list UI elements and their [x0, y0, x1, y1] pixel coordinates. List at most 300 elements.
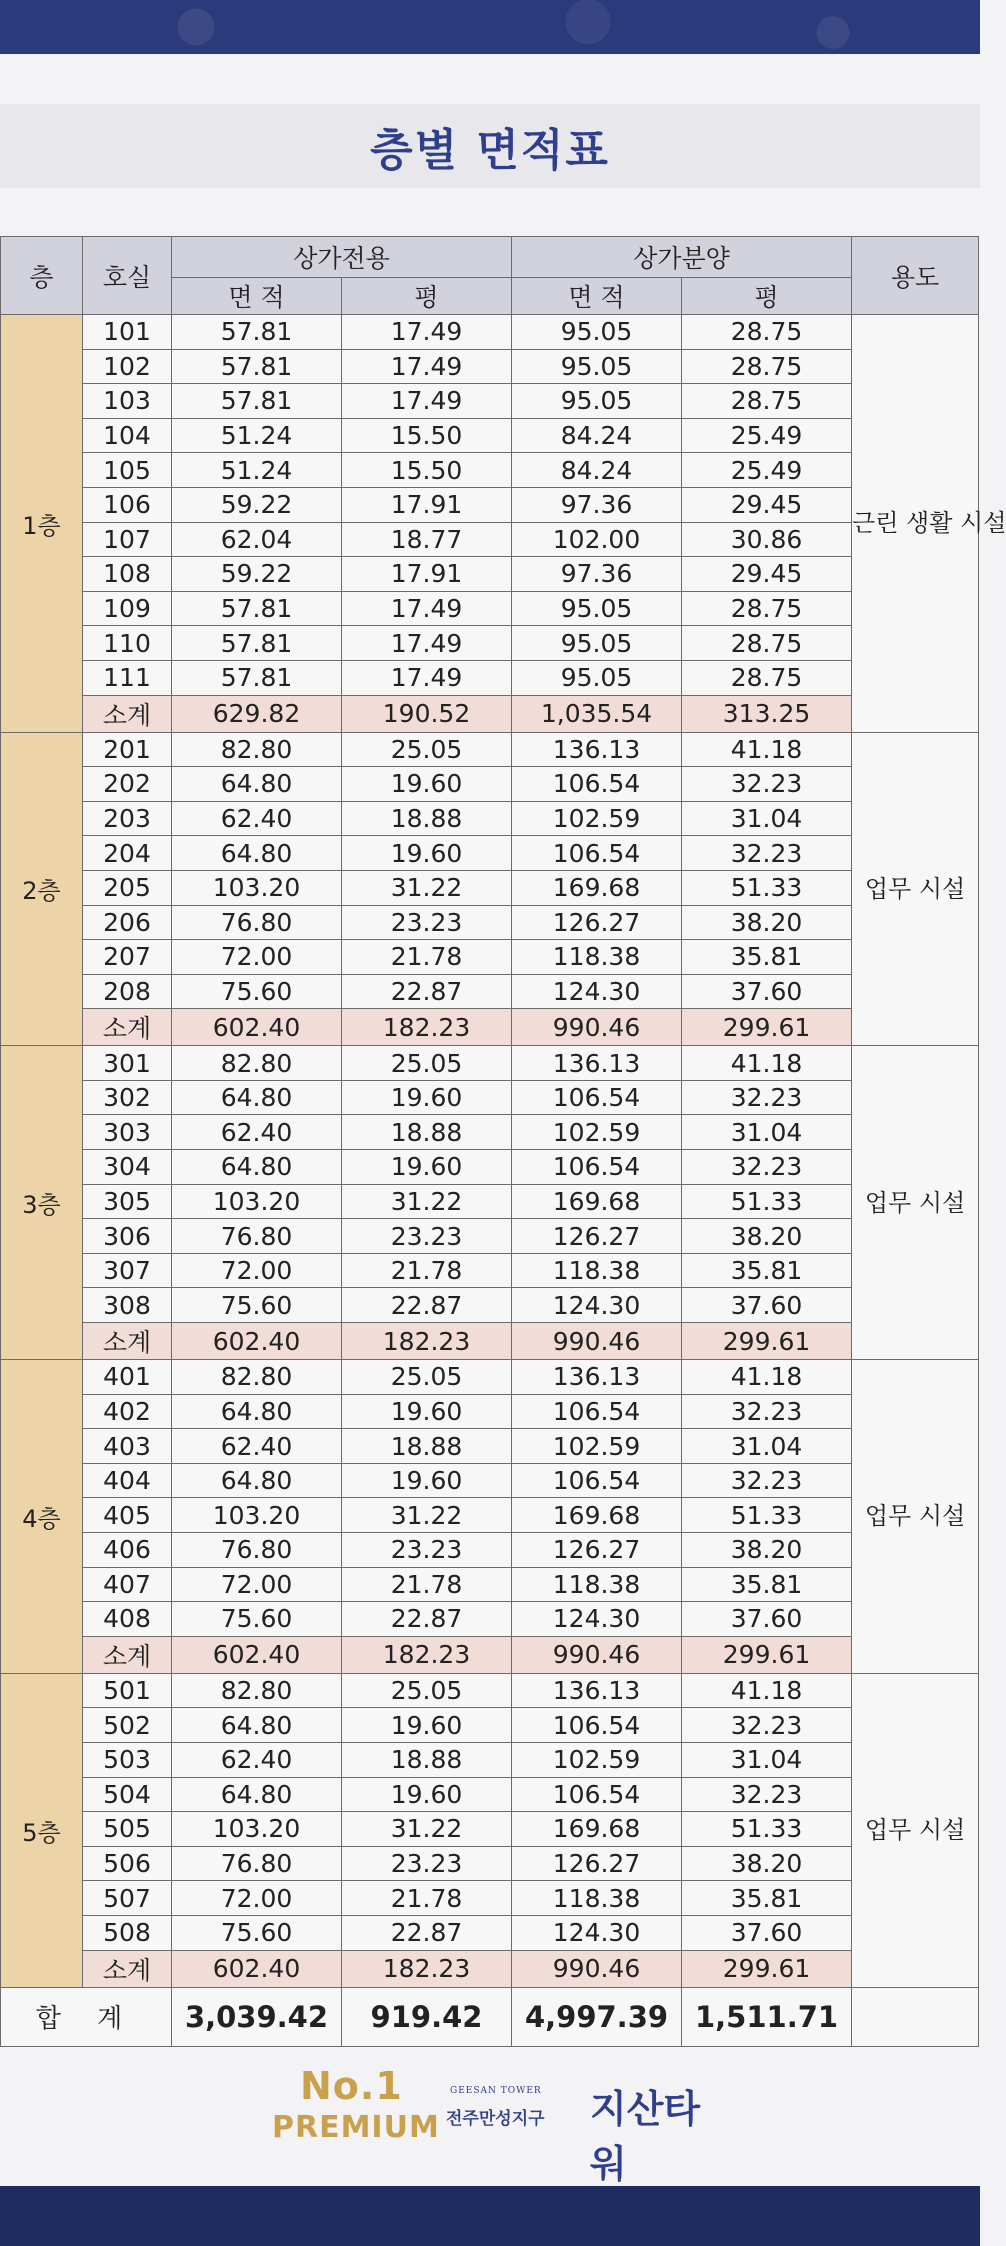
- exclusive-pyeong: 19.60: [342, 1080, 512, 1115]
- table-row: [1, 1184, 979, 1219]
- usage-label: 업무 시설: [852, 1046, 979, 1360]
- subtotal-unit-number: 소계: [83, 1323, 172, 1360]
- table-row: [1, 1602, 979, 1637]
- logo-district: 전주만성지구: [446, 2109, 545, 2129]
- sale-pyeong: 38.20: [682, 1219, 852, 1254]
- exclusive-area: 76.80: [172, 1533, 342, 1568]
- unit-number: 506: [83, 1846, 172, 1881]
- sale-area: 126.27: [512, 1846, 682, 1881]
- sale-pyeong: 30.86: [682, 522, 852, 557]
- unit-number: 408: [83, 1602, 172, 1637]
- exclusive-area: 64.80: [172, 836, 342, 871]
- exclusive-area: 62.40: [172, 801, 342, 836]
- exclusive-area: 103.20: [172, 1184, 342, 1219]
- unit-number: 203: [83, 801, 172, 836]
- table-row: [1, 1429, 979, 1464]
- sale-area: 84.24: [512, 453, 682, 488]
- unit-number: 402: [83, 1394, 172, 1429]
- unit-number: 302: [83, 1080, 172, 1115]
- table-row: [1, 1394, 979, 1429]
- unit-number: 201: [83, 732, 172, 767]
- exclusive-pyeong: 18.88: [342, 1115, 512, 1150]
- sale-pyeong: 32.23: [682, 1150, 852, 1185]
- sale-area: 169.68: [512, 1812, 682, 1847]
- table-row: [1, 418, 979, 453]
- table-row: [1, 974, 979, 1009]
- subtotal-sale-area: 990.46: [512, 1009, 682, 1046]
- unit-number: 108: [83, 557, 172, 592]
- exclusive-pyeong: 18.88: [342, 801, 512, 836]
- unit-number: 207: [83, 940, 172, 975]
- sale-area: 106.54: [512, 767, 682, 802]
- unit-number: 403: [83, 1429, 172, 1464]
- sale-area: 97.36: [512, 487, 682, 522]
- page-title: 층별 면적표: [370, 125, 610, 176]
- subtotal-sale-area: 990.46: [512, 1950, 682, 1987]
- sale-area: 95.05: [512, 626, 682, 661]
- sale-area: 136.13: [512, 1360, 682, 1395]
- sale-area: 106.54: [512, 1150, 682, 1185]
- sale-area: 102.59: [512, 1429, 682, 1464]
- sale-area: 102.59: [512, 1115, 682, 1150]
- sale-area: 84.24: [512, 418, 682, 453]
- total-exclusive-pyeong: 919.42: [342, 1987, 512, 2046]
- subtotal-unit-number: 소계: [83, 1950, 172, 1987]
- sale-pyeong: 35.81: [682, 1253, 852, 1288]
- header-floor: 층: [1, 237, 83, 315]
- table-row: [1, 1463, 979, 1498]
- exclusive-pyeong: 17.49: [342, 349, 512, 384]
- sale-pyeong: 29.45: [682, 487, 852, 522]
- unit-number: 202: [83, 767, 172, 802]
- exclusive-pyeong: 17.49: [342, 626, 512, 661]
- unit-number: 308: [83, 1288, 172, 1323]
- header-unit: 호실: [83, 237, 172, 315]
- sale-pyeong: 32.23: [682, 1463, 852, 1498]
- floor-label: 2층: [1, 732, 83, 1046]
- subtotal-exclusive-area: 602.40: [172, 1636, 342, 1673]
- table-body: [1, 315, 1006, 1988]
- sale-area: 124.30: [512, 1602, 682, 1637]
- subtotal-exclusive-area: 602.40: [172, 1009, 342, 1046]
- exclusive-pyeong: 17.49: [342, 384, 512, 419]
- unit-number: 303: [83, 1115, 172, 1150]
- sale-pyeong: 28.75: [682, 660, 852, 695]
- sale-pyeong: 31.04: [682, 1742, 852, 1777]
- exclusive-area: 64.80: [172, 1394, 342, 1429]
- table-row: [1, 1777, 979, 1812]
- sale-area: 169.68: [512, 1498, 682, 1533]
- table-row: [1, 801, 979, 836]
- exclusive-area: 57.81: [172, 384, 342, 419]
- exclusive-area: 64.80: [172, 767, 342, 802]
- exclusive-area: 82.80: [172, 732, 342, 767]
- exclusive-pyeong: 17.91: [342, 557, 512, 592]
- exclusive-area: 76.80: [172, 1219, 342, 1254]
- exclusive-area: 103.20: [172, 870, 342, 905]
- table-row: [1, 905, 979, 940]
- sale-pyeong: 41.18: [682, 1046, 852, 1081]
- table-row: [1, 315, 979, 350]
- sale-pyeong: 51.33: [682, 870, 852, 905]
- sale-pyeong: 41.18: [682, 1673, 852, 1708]
- exclusive-area: 103.20: [172, 1498, 342, 1533]
- sale-area: 97.36: [512, 557, 682, 592]
- subtotal-exclusive-pyeong: 190.52: [342, 695, 512, 732]
- table-row: [1, 557, 979, 592]
- subtotal-sale-pyeong: 299.61: [682, 1950, 852, 1987]
- exclusive-pyeong: 25.05: [342, 1046, 512, 1081]
- sale-pyeong: 31.04: [682, 1115, 852, 1150]
- floor-label: 4층: [1, 1360, 83, 1674]
- exclusive-area: 82.80: [172, 1360, 342, 1395]
- exclusive-area: 62.04: [172, 522, 342, 557]
- sale-area: 102.00: [512, 522, 682, 557]
- sale-area: 124.30: [512, 1288, 682, 1323]
- unit-number: 507: [83, 1881, 172, 1916]
- sale-pyeong: 37.60: [682, 1288, 852, 1323]
- sale-pyeong: 51.33: [682, 1812, 852, 1847]
- unit-number: 503: [83, 1742, 172, 1777]
- exclusive-area: 59.22: [172, 557, 342, 592]
- sale-pyeong: 35.81: [682, 1881, 852, 1916]
- table-row: [1, 453, 979, 488]
- unit-number: 404: [83, 1463, 172, 1498]
- sale-area: 118.38: [512, 1253, 682, 1288]
- sale-area: 118.38: [512, 1881, 682, 1916]
- usage-label: 업무 시설: [852, 1360, 979, 1674]
- sale-pyeong: 37.60: [682, 974, 852, 1009]
- total-sale-pyeong: 1,511.71: [682, 1987, 852, 2046]
- exclusive-pyeong: 17.91: [342, 487, 512, 522]
- unit-number: 206: [83, 905, 172, 940]
- table-row: [1, 1253, 979, 1288]
- exclusive-pyeong: 25.05: [342, 1360, 512, 1395]
- exclusive-pyeong: 19.60: [342, 1777, 512, 1812]
- sale-area: 136.13: [512, 732, 682, 767]
- table-row: [1, 1742, 979, 1777]
- sale-area: 136.13: [512, 1673, 682, 1708]
- unit-number: 109: [83, 591, 172, 626]
- unit-number: 111: [83, 660, 172, 695]
- unit-number: 110: [83, 626, 172, 661]
- subtotal-exclusive-pyeong: 182.23: [342, 1323, 512, 1360]
- sale-pyeong: 28.75: [682, 384, 852, 419]
- exclusive-pyeong: 18.88: [342, 1429, 512, 1464]
- subtotal-sale-pyeong: 299.61: [682, 1009, 852, 1046]
- sale-area: 95.05: [512, 591, 682, 626]
- header-sale-area: 면 적: [512, 278, 682, 315]
- sale-pyeong: 28.75: [682, 591, 852, 626]
- table-row: [1, 1080, 979, 1115]
- sale-pyeong: 38.20: [682, 905, 852, 940]
- floor-label: 5층: [1, 1673, 83, 1987]
- top-decorative-band: [0, 0, 980, 54]
- sale-pyeong: 25.49: [682, 453, 852, 488]
- exclusive-pyeong: 17.49: [342, 660, 512, 695]
- sale-pyeong: 32.23: [682, 836, 852, 871]
- sale-pyeong: 41.18: [682, 732, 852, 767]
- exclusive-area: 75.60: [172, 974, 342, 1009]
- table-row: [1, 1881, 979, 1916]
- subtotal-unit-number: 소계: [83, 1636, 172, 1673]
- total-usage-empty: [852, 1987, 979, 2046]
- bottom-decorative-band: [0, 2186, 980, 2246]
- sale-pyeong: 31.04: [682, 1429, 852, 1464]
- exclusive-area: 64.80: [172, 1777, 342, 1812]
- exclusive-pyeong: 23.23: [342, 1846, 512, 1881]
- total-row: [1, 1987, 979, 2046]
- subtotal-exclusive-area: 602.40: [172, 1950, 342, 1987]
- unit-number: 105: [83, 453, 172, 488]
- exclusive-area: 76.80: [172, 1846, 342, 1881]
- table-row: [1, 1673, 979, 1708]
- table-row: [1, 1812, 979, 1847]
- unit-number: 502: [83, 1708, 172, 1743]
- exclusive-area: 57.81: [172, 660, 342, 695]
- exclusive-pyeong: 31.22: [342, 1184, 512, 1219]
- exclusive-area: 62.40: [172, 1115, 342, 1150]
- table-row: [1, 1288, 979, 1323]
- unit-number: 205: [83, 870, 172, 905]
- subtotal-sale-pyeong: 299.61: [682, 1636, 852, 1673]
- table-row: [1, 384, 979, 419]
- subtotal-sale-pyeong: 313.25: [682, 695, 852, 732]
- sale-pyeong: 37.60: [682, 1602, 852, 1637]
- subtotal-sale-area: 990.46: [512, 1636, 682, 1673]
- table-row: [1, 1360, 979, 1395]
- table-row: [1, 1150, 979, 1185]
- sale-pyeong: 51.33: [682, 1184, 852, 1219]
- sale-pyeong: 28.75: [682, 626, 852, 661]
- exclusive-area: 72.00: [172, 1881, 342, 1916]
- unit-number: 104: [83, 418, 172, 453]
- title-band: [0, 104, 980, 188]
- logo-premium: PREMIUM: [272, 2110, 440, 2145]
- unit-number: 306: [83, 1219, 172, 1254]
- sale-area: 136.13: [512, 1046, 682, 1081]
- subtotal-row: [1, 1323, 979, 1360]
- unit-number: 102: [83, 349, 172, 384]
- unit-number: 405: [83, 1498, 172, 1533]
- logo-name: 지산타워: [590, 2087, 701, 2186]
- sale-pyeong: 32.23: [682, 1080, 852, 1115]
- sale-area: 106.54: [512, 1708, 682, 1743]
- exclusive-pyeong: 23.23: [342, 1219, 512, 1254]
- sale-area: 169.68: [512, 870, 682, 905]
- table-row: [1, 626, 979, 661]
- table-row: [1, 1846, 979, 1881]
- unit-number: 101: [83, 315, 172, 350]
- sale-area: 95.05: [512, 660, 682, 695]
- exclusive-area: 64.80: [172, 1463, 342, 1498]
- unit-number: 504: [83, 1777, 172, 1812]
- table-row: [1, 487, 979, 522]
- subtotal-unit-number: 소계: [83, 1009, 172, 1046]
- header-exclusive-pyeong: 평: [342, 278, 512, 315]
- unit-number: 401: [83, 1360, 172, 1395]
- total-label: 합 계: [1, 1987, 172, 2046]
- table-row: [1, 870, 979, 905]
- exclusive-area: 57.81: [172, 349, 342, 384]
- exclusive-area: 62.40: [172, 1429, 342, 1464]
- sale-area: 106.54: [512, 836, 682, 871]
- subtotal-row: [1, 1950, 979, 1987]
- unit-number: 301: [83, 1046, 172, 1081]
- exclusive-pyeong: 15.50: [342, 418, 512, 453]
- sale-pyeong: 25.49: [682, 418, 852, 453]
- unit-number: 305: [83, 1184, 172, 1219]
- subtotal-exclusive-area: 602.40: [172, 1323, 342, 1360]
- exclusive-area: 75.60: [172, 1288, 342, 1323]
- sale-pyeong: 35.81: [682, 1567, 852, 1602]
- logo-subtitle: GEESAN TOWER: [450, 2086, 542, 2096]
- subtotal-exclusive-pyeong: 182.23: [342, 1636, 512, 1673]
- exclusive-pyeong: 22.87: [342, 974, 512, 1009]
- exclusive-area: 57.81: [172, 626, 342, 661]
- brand-logo: [272, 2064, 712, 2186]
- sale-area: 106.54: [512, 1463, 682, 1498]
- exclusive-pyeong: 21.78: [342, 1567, 512, 1602]
- unit-number: 508: [83, 1915, 172, 1950]
- exclusive-pyeong: 31.22: [342, 1812, 512, 1847]
- sale-area: 126.27: [512, 1533, 682, 1568]
- exclusive-pyeong: 31.22: [342, 870, 512, 905]
- exclusive-pyeong: 25.05: [342, 732, 512, 767]
- exclusive-pyeong: 18.77: [342, 522, 512, 557]
- subtotal-exclusive-area: 629.82: [172, 695, 342, 732]
- sale-area: 126.27: [512, 905, 682, 940]
- logo-no1: No.1: [300, 2064, 403, 2108]
- exclusive-pyeong: 22.87: [342, 1602, 512, 1637]
- table-row: [1, 732, 979, 767]
- unit-number: 107: [83, 522, 172, 557]
- sale-pyeong: 35.81: [682, 940, 852, 975]
- exclusive-pyeong: 22.87: [342, 1915, 512, 1950]
- sale-pyeong: 31.04: [682, 801, 852, 836]
- sale-pyeong: 37.60: [682, 1915, 852, 1950]
- table-row: [1, 1533, 979, 1568]
- sale-area: 106.54: [512, 1080, 682, 1115]
- exclusive-pyeong: 19.60: [342, 1708, 512, 1743]
- exclusive-pyeong: 15.50: [342, 453, 512, 488]
- subtotal-row: [1, 1636, 979, 1673]
- sale-pyeong: 28.75: [682, 349, 852, 384]
- table-row: [1, 1915, 979, 1950]
- exclusive-area: 103.20: [172, 1812, 342, 1847]
- exclusive-pyeong: 21.78: [342, 1881, 512, 1916]
- sale-pyeong: 51.33: [682, 1498, 852, 1533]
- sale-area: 124.30: [512, 974, 682, 1009]
- table-row: [1, 1219, 979, 1254]
- table-row: [1, 349, 979, 384]
- sale-pyeong: 38.20: [682, 1533, 852, 1568]
- subtotal-exclusive-pyeong: 182.23: [342, 1009, 512, 1046]
- subtotal-row: [1, 695, 979, 732]
- exclusive-area: 62.40: [172, 1742, 342, 1777]
- exclusive-pyeong: 22.87: [342, 1288, 512, 1323]
- unit-number: 208: [83, 974, 172, 1009]
- table-header: [1, 237, 979, 315]
- subtotal-exclusive-pyeong: 182.23: [342, 1950, 512, 1987]
- header-exclusive: 상가전용: [172, 237, 512, 278]
- unit-number: 103: [83, 384, 172, 419]
- sale-pyeong: 38.20: [682, 1846, 852, 1881]
- floor-label: 1층: [1, 315, 83, 733]
- exclusive-pyeong: 19.60: [342, 836, 512, 871]
- exclusive-area: 75.60: [172, 1602, 342, 1637]
- sale-pyeong: 28.75: [682, 315, 852, 350]
- sale-area: 95.05: [512, 315, 682, 350]
- unit-number: 406: [83, 1533, 172, 1568]
- exclusive-pyeong: 23.23: [342, 905, 512, 940]
- exclusive-pyeong: 18.88: [342, 1742, 512, 1777]
- table-row: [1, 940, 979, 975]
- total-sale-area: 4,997.39: [512, 1987, 682, 2046]
- area-table: [0, 236, 1006, 2047]
- floor-label: 3층: [1, 1046, 83, 1360]
- subtotal-sale-area: 1,035.54: [512, 695, 682, 732]
- exclusive-pyeong: 21.78: [342, 940, 512, 975]
- exclusive-pyeong: 19.60: [342, 1150, 512, 1185]
- exclusive-area: 51.24: [172, 418, 342, 453]
- exclusive-area: 51.24: [172, 453, 342, 488]
- header-sale-pyeong: 평: [682, 278, 852, 315]
- exclusive-area: 64.80: [172, 1150, 342, 1185]
- sale-pyeong: 29.45: [682, 557, 852, 592]
- usage-label: 업무 시설: [852, 1673, 979, 1987]
- unit-number: 106: [83, 487, 172, 522]
- sale-pyeong: 32.23: [682, 1394, 852, 1429]
- table-row: [1, 522, 979, 557]
- table-row: [1, 1046, 979, 1081]
- subtotal-unit-number: 소계: [83, 695, 172, 732]
- sale-area: 95.05: [512, 384, 682, 419]
- exclusive-pyeong: 19.60: [342, 1394, 512, 1429]
- usage-label: 근린 생활 시설: [852, 315, 979, 733]
- exclusive-area: 59.22: [172, 487, 342, 522]
- header-exclusive-area: 면 적: [172, 278, 342, 315]
- table-row: [1, 1115, 979, 1150]
- unit-number: 501: [83, 1673, 172, 1708]
- table-row: [1, 1708, 979, 1743]
- table-row: [1, 591, 979, 626]
- sale-area: 106.54: [512, 1394, 682, 1429]
- exclusive-pyeong: 23.23: [342, 1533, 512, 1568]
- table-row: [1, 767, 979, 802]
- sale-area: 169.68: [512, 1184, 682, 1219]
- exclusive-area: 72.00: [172, 940, 342, 975]
- table-row: [1, 1567, 979, 1602]
- header-usage: 용도: [852, 237, 979, 315]
- sale-area: 95.05: [512, 349, 682, 384]
- exclusive-pyeong: 19.60: [342, 1463, 512, 1498]
- exclusive-area: 75.60: [172, 1915, 342, 1950]
- sale-area: 126.27: [512, 1219, 682, 1254]
- unit-number: 307: [83, 1253, 172, 1288]
- table-row: [1, 836, 979, 871]
- exclusive-pyeong: 31.22: [342, 1498, 512, 1533]
- table-row: [1, 1498, 979, 1533]
- subtotal-sale-area: 990.46: [512, 1323, 682, 1360]
- sale-area: 118.38: [512, 940, 682, 975]
- exclusive-pyeong: 25.05: [342, 1673, 512, 1708]
- exclusive-pyeong: 17.49: [342, 315, 512, 350]
- exclusive-area: 64.80: [172, 1080, 342, 1115]
- exclusive-area: 72.00: [172, 1253, 342, 1288]
- exclusive-pyeong: 17.49: [342, 591, 512, 626]
- sale-pyeong: 41.18: [682, 1360, 852, 1395]
